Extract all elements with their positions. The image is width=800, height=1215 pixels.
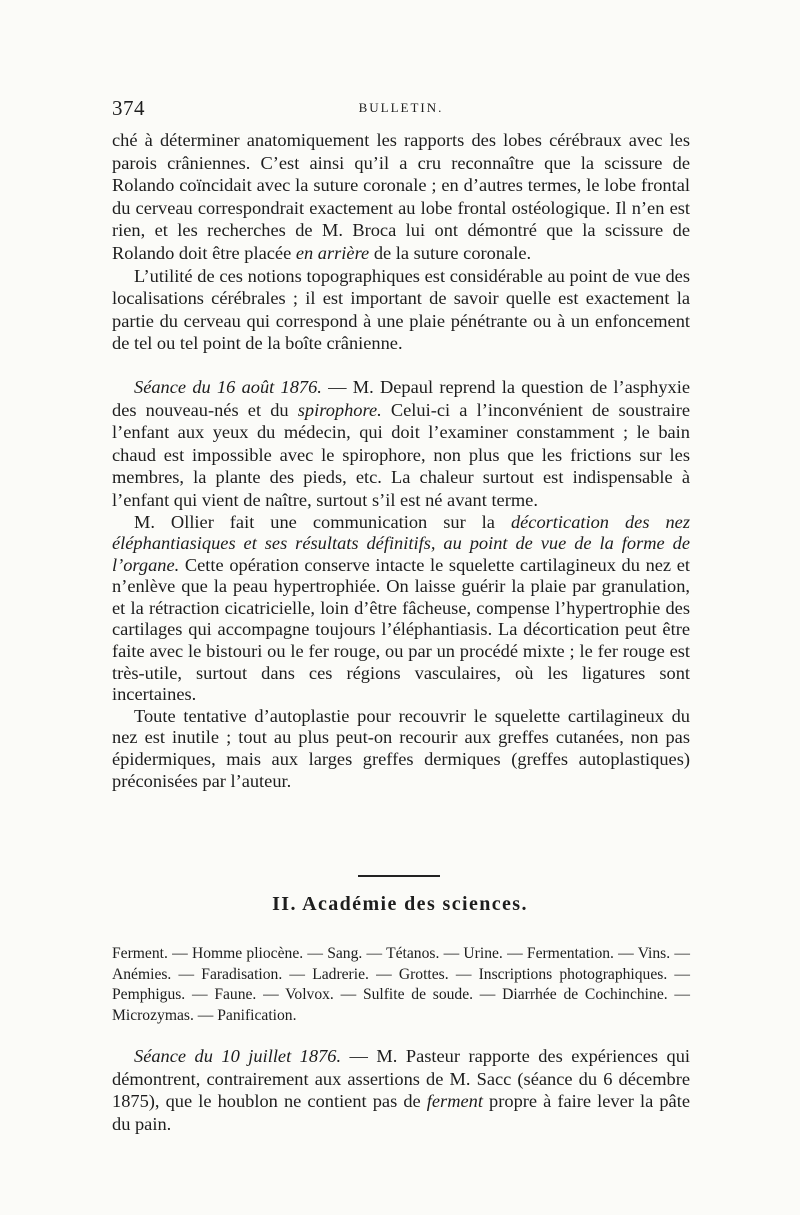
topics-summary: Ferment. — Homme pliocène. — Sang. — Tétanos. — Urine. — Fermentation. — Vins. — Anémies. — Faradisation. — Ladrerie. — Grottes. — Inscriptions photographiques. — Pemphigus. — Faune. — Volvox. — Sulfite de soude. — Diarrhée de Cochinchine. — Microzymas. — Panification. bbox=[112, 945, 690, 1024]
paragraph-text: — M. Pasteur rapporte des expériences qui démontrent, contrairement aux assertions de M. Sacc (séance du 6 décembre 1875), que le houblon ne contient pas de bbox=[112, 1046, 691, 1112]
italic-term: ferment bbox=[426, 1091, 483, 1112]
paragraph-topography: L’utilité de ces notions topographiques est considérable au point de vue des localisations cérébrales ; il est important de savoir quelle est exactement la partie du cerveau qui correspond à une plaie pénétrante ou à un enfoncement de tel ou tel point de la boîte crânienne. bbox=[112, 265, 690, 354]
session-date: Séance du 16 août 1876. bbox=[134, 376, 322, 397]
paragraph-text: — M. Depaul reprend la question de l’asphyxie des nouveau-nés et du bbox=[112, 376, 690, 420]
paragraph-ollier bbox=[112, 512, 690, 706]
italic-phrase: en arrière bbox=[295, 242, 370, 263]
paragraph-autoplastie: Toute tentative d’autoplastie pour recouvrir le squelette cartilagineux du nez est inutile ; tout au plus peut-on recourir aux greffes cutanées, non pas épidermiques, mais aux larges greffes dermiques (greffes autoplastiques) préconisées par l’auteur. bbox=[112, 705, 690, 791]
paragraph-seance-10-juillet bbox=[112, 1045, 690, 1135]
paragraph-text: Cette opération conserve intacte le squelette cartilagineux du nez et n’enlève que la peau hypertrophiée. On laisse guérir la plaie par granulation, et la rétraction cicatricielle, loin d’être fâcheuse, compense l’hypertrophie des cartilages qui accompagne toujours l’éléphantiasis. La décortication peut être faite avec le bistouri ou le fer rouge, ou par un procédé mixte ; le fer rouge est très-utile, surtout dans ces régions vasculaires, où les ligatures sont incertaines. bbox=[112, 554, 690, 705]
session-date: Séance du 10 juillet 1876. bbox=[134, 1046, 342, 1066]
paragraph-text: M. Ollier fait une communication sur la bbox=[134, 511, 511, 532]
paragraph-text: ché à déterminer anatomiquement les rapports des lobes cérébraux avec les parois crâniennes. C’est ainsi qu’il a cru reconnaître que la scissure de Rolando coïncidait avec la suture coronale ; en d’autres termes, le lobe frontal du cerveau correspondrait exactement au lobe frontal ostéologique. Il n’en est rien, et les recherches de M. Broca lui ont démontré que la scissure de Rolando doit être placée bbox=[112, 130, 690, 263]
section-heading: II. Académie des sciences. bbox=[272, 893, 528, 915]
running-head: BULLETIN. bbox=[358, 100, 444, 115]
body-text bbox=[112, 129, 690, 792]
paragraph-text: propre à faire lever la pâte du pain. bbox=[112, 1091, 690, 1134]
paragraph-seance-16-aout bbox=[112, 376, 690, 512]
final-text bbox=[112, 1045, 690, 1135]
section-divider bbox=[358, 875, 440, 877]
paragraph-text: de la suture coronale. bbox=[369, 242, 532, 263]
paragraph-text: Celui-ci a l’inconvénient de soustraire l’enfant aux yeux du médecin, qui doit l’examiner constamment ; le bain chaud est impossible avec le spirophore, non plus que les frictions sur les membres, la plante des pieds, etc. La chaleur surtout est indispensable à l’enfant qui vient de naître, surtout s’il est né avant terme. bbox=[112, 399, 690, 510]
italic-term: spirophore. bbox=[297, 399, 382, 420]
page-number: 374 bbox=[112, 96, 145, 120]
page-header bbox=[112, 96, 690, 122]
paragraph-rolando bbox=[112, 129, 690, 265]
italic-title: décortication des nez éléphantiasiques et ses résultats définitifs, au point de vue de la forme de l’organe. bbox=[112, 511, 690, 575]
